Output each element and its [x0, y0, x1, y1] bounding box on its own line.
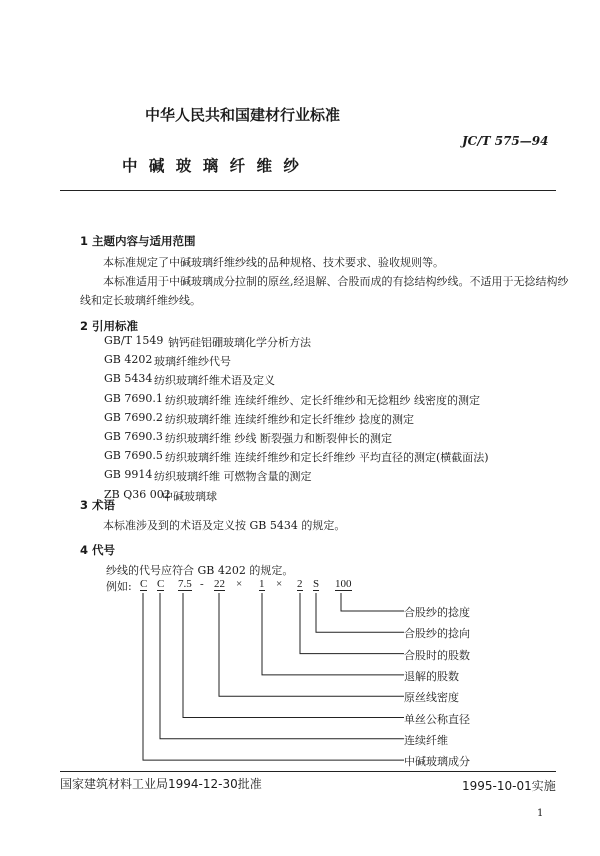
code-label: 退解的股数: [404, 669, 459, 683]
reference-title: 纺织玻璃纤维 连续纤维纱和定长纤维纱 捻度的测定: [165, 412, 414, 426]
leader-line: [219, 593, 404, 696]
section-heading: 4 代号: [80, 543, 116, 557]
approval-text: 国家建筑材料工业局1994-12-30批准: [60, 777, 262, 791]
code-segment: 1: [259, 578, 265, 590]
header-rule: [60, 190, 556, 191]
paragraph: 本标准涉及到的术语及定义按 GB 5434 的规定。: [103, 519, 346, 532]
section-heading: 2 引用标准: [80, 319, 139, 333]
leader-line: [262, 593, 404, 675]
paragraph: 线和定长玻璃纤维纱线。: [80, 294, 201, 307]
code-segment: ×: [276, 578, 283, 590]
reference-code: ZB Q36 002: [104, 487, 171, 501]
reference-code: GB 5434: [104, 372, 153, 386]
code-label: 连续纤维: [404, 733, 448, 747]
code-label: 单丝公称直径: [404, 712, 470, 726]
leader-line: [183, 593, 404, 718]
reference-title: 纺织玻璃纤维术语及定义: [154, 374, 275, 388]
reference-code: GB 4202: [104, 353, 153, 367]
code-segment: 7.5: [178, 578, 192, 590]
code-segment: S: [313, 578, 320, 590]
effective-date: 1995-10-01实施: [462, 779, 556, 793]
standard-category: 中华人民共和国建材行业标准: [145, 106, 341, 124]
reference-code: GB 9914: [104, 468, 153, 482]
leader-line: [316, 593, 404, 632]
code-segment: 2: [297, 578, 303, 590]
code-label: 合股时的股数: [404, 648, 470, 662]
reference-title: 纺织玻璃纤维 连续纤维纱、定长纤维纱和无捻粗纱 线密度的测定: [165, 393, 480, 407]
leader-line: [341, 593, 404, 611]
document-title: 中 碱 玻 璃 纤 维 纱: [122, 157, 302, 175]
footer-rule: [60, 771, 556, 772]
page-number: 1: [537, 808, 544, 819]
paragraph: 本标准适用于中碱玻璃成分拉制的原丝,经退解、合股而成的有捻结构纱线。不适用于无捻结构纱: [103, 275, 569, 288]
reference-code: GB 7690.3: [104, 430, 163, 443]
reference-title: 钠钙硅铝硼玻璃化学分析方法: [168, 336, 311, 349]
code-label: 合股纱的捻向: [404, 627, 470, 641]
paragraph: 本标准规定了中碱玻璃纤维纱线的品种规格、技术要求、验收规则等。: [103, 256, 444, 269]
leader-line: [143, 593, 404, 760]
reference-code: GB 7690.2: [104, 410, 163, 424]
paragraph: 纱线的代号应符合 GB 4202 的规定。: [106, 564, 294, 577]
example-prefix: 例如:: [106, 580, 132, 593]
reference-title: 纺织玻璃纤维 纱线 断裂强力和断裂伸长的测定: [165, 432, 392, 445]
section-heading: 3 术语: [80, 498, 116, 512]
code-segment: C: [140, 578, 148, 590]
reference-code: GB 7690.5: [104, 449, 163, 463]
code-segment: 22: [214, 578, 225, 590]
code-label: 原丝线密度: [404, 691, 459, 705]
leader-line: [300, 593, 404, 654]
code-segment: -: [200, 578, 204, 590]
reference-title: 纺织玻璃纤维 可燃物含量的测定: [154, 470, 312, 484]
code-segment: ×: [236, 578, 243, 590]
reference-title: 玻璃纤维纱代号: [154, 355, 231, 369]
section-heading: 1 主题内容与适用范围: [80, 234, 196, 248]
reference-title: 纺织玻璃纤维 连续纤维纱和定长纤维纱 平均直径的测定(横截面法): [165, 451, 489, 465]
reference-title: 中碱玻璃球: [162, 489, 217, 503]
reference-code: GB 7690.1: [104, 391, 163, 405]
reference-code: GB/T 1549: [104, 334, 164, 347]
code-segment: C: [157, 578, 165, 590]
standard-code: JC/T 575—94: [462, 134, 549, 148]
code-label: 合股纱的捻度: [404, 606, 470, 619]
code-label: 中碱玻璃成分: [404, 755, 470, 769]
leader-line: [160, 593, 404, 739]
code-segment: 100: [335, 578, 352, 590]
